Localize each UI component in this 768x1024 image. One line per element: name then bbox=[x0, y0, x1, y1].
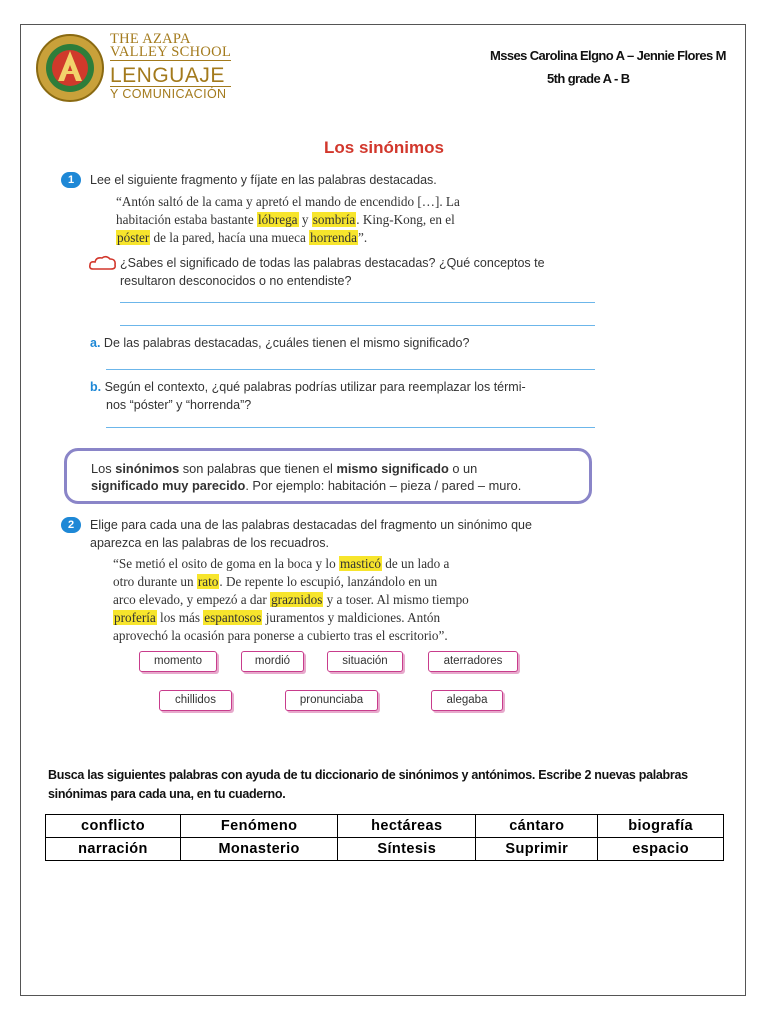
question-1-instruction: Lee el siguiente fragmento y fíjate en las palabras destacadas. bbox=[90, 173, 437, 187]
cloud-question-line1: ¿Sabes el significado de todas las palabras destacadas? ¿Qué conceptos te bbox=[120, 256, 545, 270]
quote-text: y a toser. Al mismo tiempo bbox=[323, 592, 469, 607]
question-1-number: 1 bbox=[61, 172, 81, 188]
table-cell: Monasterio bbox=[180, 838, 337, 861]
question-b-text: Según el contexto, ¿qué palabras podrías utilizar para reemplazar los térmi- bbox=[104, 380, 526, 394]
question-2-quote bbox=[113, 555, 583, 645]
quote-text: ”. bbox=[358, 230, 368, 245]
definition-bold: significado muy parecido bbox=[91, 478, 246, 493]
quote-text: de la pared, hacía una mueca bbox=[150, 230, 310, 245]
cloud-icon bbox=[88, 254, 118, 272]
quote-text: y bbox=[298, 212, 312, 227]
question-b-letter: b. bbox=[90, 380, 102, 394]
table-cell: Fenómeno bbox=[180, 815, 337, 838]
word-box-alegaba: alegaba bbox=[431, 690, 503, 711]
quote-text: . De repente lo escupió, lanzándolo en un bbox=[219, 574, 438, 589]
question-a bbox=[90, 334, 469, 352]
table-cell: cántaro bbox=[476, 815, 598, 838]
table-cell: Suprimir bbox=[476, 838, 598, 861]
table-cell: conflicto bbox=[46, 815, 181, 838]
quote-text: los más bbox=[156, 610, 204, 625]
quote-text: . King-Kong, en el bbox=[356, 212, 455, 227]
teachers-names: Msses Carolina Elgno A – Jennie Flores M bbox=[490, 48, 726, 63]
answer-line[interactable] bbox=[106, 369, 595, 370]
question-1-quote bbox=[116, 193, 576, 247]
highlighted-word: sombría bbox=[312, 212, 356, 227]
cloud-question bbox=[120, 254, 545, 290]
question-2-instruction-line1: Elige para cada una de las palabras destacadas del fragmento un sinónimo que bbox=[90, 518, 532, 532]
table-row bbox=[46, 838, 724, 861]
school-name-line1: THE AZAPA bbox=[110, 31, 191, 47]
table-cell: biografía bbox=[598, 815, 724, 838]
quote-text: “Se metió el osito de goma en la boca y lo bbox=[113, 556, 339, 571]
highlighted-word: profería bbox=[114, 610, 156, 625]
highlighted-word: espantosos bbox=[204, 610, 262, 625]
table-cell: hectáreas bbox=[338, 815, 476, 838]
word-box-situacion: situación bbox=[327, 651, 403, 672]
quote-text: arco elevado, y empezó a dar bbox=[113, 592, 271, 607]
word-box-chillidos: chillidos bbox=[159, 690, 232, 711]
definition-box bbox=[64, 448, 592, 504]
bottom-instruction bbox=[48, 766, 728, 804]
table-cell: narración bbox=[46, 838, 181, 861]
answer-line[interactable] bbox=[120, 325, 595, 326]
quote-text: juramentos y maldiciones. Antón bbox=[262, 610, 441, 625]
bottom-instruction-line2: sinónimas para cada una, en tu cuaderno. bbox=[48, 787, 286, 801]
highlighted-word: masticó bbox=[339, 556, 381, 571]
quote-text: aprovechó la ocasión para ponerse a cubierto tras el escritorio”. bbox=[113, 628, 448, 643]
answer-line[interactable] bbox=[120, 302, 595, 303]
highlighted-word: póster bbox=[117, 230, 150, 245]
subject-subtitle: Y COMUNICACIÓN bbox=[110, 87, 227, 101]
definition-text: o un bbox=[448, 461, 478, 476]
definition-text: Los bbox=[91, 461, 116, 476]
question-2-instruction bbox=[90, 516, 532, 552]
question-2-instruction-line2: aparezca en las palabras de los recuadros. bbox=[90, 536, 330, 550]
quote-text: de un lado a bbox=[382, 556, 450, 571]
highlighted-word: rato bbox=[197, 574, 219, 589]
question-2-number: 2 bbox=[61, 517, 81, 533]
table-row bbox=[46, 815, 724, 838]
highlighted-word: lóbrega bbox=[257, 212, 298, 227]
quote-text: habitación estaba bastante bbox=[116, 212, 257, 227]
school-logo bbox=[35, 33, 105, 103]
quote-text: otro durante un bbox=[113, 574, 197, 589]
subject-title: LENGUAJE bbox=[110, 65, 231, 87]
definition-text: . Por ejemplo: habitación – pieza / pared – muro. bbox=[245, 478, 522, 493]
answer-line[interactable] bbox=[106, 427, 595, 428]
question-b-text-line2: nos “póster” y “horrenda”? bbox=[106, 398, 252, 412]
word-box-mordio: mordió bbox=[241, 651, 304, 672]
quote-text: “Antón saltó de la cama y apretó el mando de encendido […]. La bbox=[116, 194, 460, 209]
definition-bold: mismo significado bbox=[336, 461, 449, 476]
section-title: Los sinónimos bbox=[324, 138, 444, 157]
table-cell: espacio bbox=[598, 838, 724, 861]
word-box-aterradores: aterradores bbox=[428, 651, 518, 672]
cloud-question-line2: resultaron desconocidos o no entendiste? bbox=[120, 274, 352, 288]
table-cell: Síntesis bbox=[338, 838, 476, 861]
question-a-text: De las palabras destacadas, ¿cuáles tienen el mismo significado? bbox=[103, 336, 470, 350]
highlighted-word: graznidos bbox=[271, 592, 323, 607]
words-table bbox=[45, 814, 724, 861]
word-box-pronunciaba: pronunciaba bbox=[285, 690, 378, 711]
grade-label: 5th grade A - B bbox=[547, 71, 630, 86]
word-box-momento: momento bbox=[139, 651, 217, 672]
definition-bold: sinónimos bbox=[115, 461, 180, 476]
question-b bbox=[90, 378, 526, 414]
school-name bbox=[110, 33, 231, 61]
highlighted-word: horrenda bbox=[310, 230, 358, 245]
definition-text: son palabras que tienen el bbox=[179, 461, 337, 476]
question-a-letter: a. bbox=[90, 336, 101, 350]
bottom-instruction-line1: Busca las siguientes palabras con ayuda de tu diccionario de sinónimos y antónimos. Escribe 2 nuevas palabras bbox=[48, 768, 688, 782]
school-name-line2: VALLEY SCHOOL bbox=[110, 44, 232, 60]
